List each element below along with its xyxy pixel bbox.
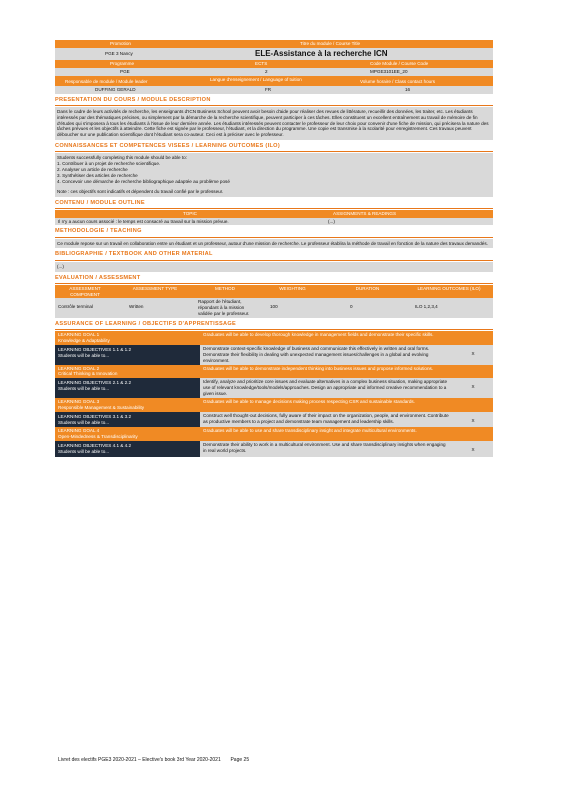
- promotion-label: Promotion: [110, 41, 131, 46]
- footer-text: Livret des electifs PGE3 2020-2021 – Elective's book 3rd Year 2020-2021: [58, 757, 221, 763]
- assignments-column-header: ASSIGNMENTS & READINGS: [333, 210, 397, 216]
- goal-number: LEARNING GOAL 4: [58, 428, 100, 434]
- outcomes-note: Note : ces objectifs sont indicatifs et dépendent du travail confié par le professeur.: [57, 188, 224, 194]
- topic-text: Il n'y a aucun cours associé : le temps est consacré au travail sur la mission prévue.: [58, 218, 229, 224]
- header-row-3: [55, 60, 493, 68]
- outcomes-heading: CONNAISSANCES ET COMPETENCES VISEES / LEARNING OUTCOMES (ILO): [55, 143, 493, 152]
- objectives-text: Demonstrate their ability to work in a multicultural environment. Use and share transdisciplinary insights when engaging in real world projects.: [203, 442, 446, 454]
- programme-value: PGE: [120, 68, 130, 74]
- eval-ilo: ILO 1,2,3,4: [415, 304, 438, 310]
- langue-label: Langue d'enseignement / Language of tuition: [210, 76, 302, 82]
- objectives-number: LEARNING OBJECTIVES 2.1 & 2.2: [58, 380, 132, 386]
- goal-description: Graduates will be able to manage decisions making process respecting CSR and sustainable standards.: [203, 398, 415, 404]
- presentation-heading: PRESENTATION DU COURS / MODULE DESCRIPTION: [55, 97, 493, 106]
- students-text: Students will be able to...: [58, 449, 110, 455]
- evaluation-header-row: [55, 285, 493, 299]
- eval-duration: 0: [350, 304, 353, 310]
- goal-name: Open-Mindedness & Transdisciplinarity: [58, 434, 138, 440]
- objective-mark: X: [471, 384, 475, 390]
- eval-method: Rapport de l'étudiant, répondant à la mission validée par le professeur.: [198, 299, 250, 317]
- eval-col-component: ASSESSMENT COMPONENT: [69, 285, 101, 297]
- module-title-label: Titre du module / Course Title: [300, 41, 361, 46]
- assignments-text: (...): [328, 218, 335, 224]
- header-row-2: [55, 48, 493, 60]
- code-value: MPGE3101EE_20: [370, 68, 408, 74]
- goal-number: LEARNING GOAL 3: [58, 398, 100, 404]
- methodologie-heading: METHODOLOGIE / TEACHING: [55, 228, 493, 237]
- eval-col-type: ASSESSMENT TYPE: [132, 285, 178, 291]
- goal-name: Knowledge & Adaptability: [58, 338, 110, 344]
- eval-weighting: 100: [270, 304, 278, 310]
- eval-col-weighting: WEIGHTING: [279, 285, 306, 291]
- goal-name: Critical Thinking & Innovation: [58, 371, 118, 377]
- contenu-row: [55, 218, 493, 226]
- evaluation-heading: EVALUATION / ASSESSMENT: [55, 275, 493, 284]
- objective-mark: X: [471, 447, 475, 453]
- responsable-value: DUFFING GERALD: [95, 86, 136, 92]
- eval-type: Written: [129, 304, 144, 310]
- volume-value: 16: [405, 86, 411, 92]
- header-row-6: [55, 86, 493, 94]
- objectives-number: LEARNING OBJECTIVES 1.1 & 1.2: [58, 346, 132, 352]
- goal-name: Responsible Management & Sustainability: [58, 404, 145, 410]
- langue-value: FR: [265, 86, 272, 92]
- goal-label: [55, 331, 200, 345]
- students-text: Students will be able to...: [58, 352, 110, 358]
- learning-goal-3: [55, 398, 493, 412]
- programme-label: Programme: [110, 61, 134, 67]
- outcomes-intro: Students successfully completing this module should be able to:: [57, 155, 187, 161]
- objective-mark: X: [471, 417, 475, 423]
- course-sheet: [55, 40, 493, 457]
- objectives-label: [55, 441, 200, 457]
- responsable-label: Responsable de module / Module leader: [65, 78, 148, 84]
- objectives-row-1: [55, 345, 493, 365]
- objectives-number: LEARNING OBJECTIVES 3.1 & 3.2: [58, 413, 132, 419]
- promotion-value: PGE 3 Nancy: [105, 50, 133, 56]
- objectives-number: LEARNING OBJECTIVES 4.1 & 4.2: [58, 443, 132, 449]
- goal-number: LEARNING GOAL 2: [58, 365, 100, 371]
- outcome-item: 2. Analyser un article de recherche: [57, 167, 128, 173]
- students-text: Students will be able to...: [58, 419, 110, 425]
- volume-label: Volume horaire / Class contact hours: [360, 78, 436, 84]
- goal-label: [55, 365, 200, 379]
- objectives-label: [55, 412, 200, 428]
- outcome-item: 3. Synthétiser des articles de recherche: [57, 172, 138, 178]
- contenu-heading: CONTENU / MODULE OUTLINE: [55, 200, 493, 209]
- goal-description: Graduates will be able to use and share transdisciplinary insight and integrate multicultural environments.: [203, 428, 417, 434]
- students-text: Students will be able to...: [58, 386, 110, 392]
- eval-col-duration: DURATION: [355, 285, 380, 291]
- code-label: Code Module / Course Code: [370, 61, 429, 67]
- eval-col-method: METHOD: [215, 285, 235, 291]
- ects-label: ECTS: [255, 61, 268, 67]
- goal-number: LEARNING GOAL 1: [58, 332, 100, 338]
- goal-label: [55, 398, 200, 412]
- objectives-text: Identify, analyze and prioritize core issues and evaluate alternatives in a complex business situation, making appropriate use of relevant knowledge/tools/models/approaches. Design an appropriate and informed creative recommendation to a given issue.: [203, 379, 448, 397]
- outcome-item: 4. Concevoir une démarche de recherche bibliographique adaptée au problème posé: [57, 178, 230, 184]
- page-number: Page 25: [230, 757, 250, 763]
- outcomes-block: [55, 153, 493, 196]
- assurance-heading: ASSURANCE OF LEARNING / OBJECTIFS D'APPRENTISSAGE: [55, 321, 493, 330]
- page-footer: [58, 757, 249, 763]
- objectives-text: Construct well thought-out decisions, fully aware of their impact on the organization, people, and environment. Contribute as productive members to a project and demonstrate team management and leadership skills.: [203, 412, 449, 424]
- objectives-text: Demonstrate context-specific knowledge of business and communicate this effectively in written and oral forms. Demonstrate their flexibility in dealing with unexpected management issues/challenges in a global and evolving environment.: [203, 345, 430, 363]
- bibliographie-heading: BIBLIOGRAPHIE / TEXTBOOK AND OTHER MATERIAL: [55, 251, 493, 260]
- eval-col-ilo: LEARNING OUTCOMES (ILO): [417, 285, 481, 291]
- module-title: ELE-Assistance à la recherche ICN: [255, 48, 388, 58]
- methodologie-body: Ce module repose sur un travail en collaboration entre un étudiant et un professeur, autour d'une mission de recherche. Le professeur établira la méthode de travail en fonction de la nature des travaux demandés.: [55, 239, 493, 249]
- objectives-label: [55, 345, 200, 365]
- learning-goal-4: [55, 427, 493, 441]
- objectives-row-4: [55, 441, 493, 457]
- contenu-header-row: [55, 210, 493, 218]
- goal-description: Graduates will be able to develop thorough knowledge in management fields and demonstrate their specific skills.: [203, 332, 434, 338]
- header-row-4: [55, 68, 493, 76]
- objectives-row-3: [55, 412, 493, 428]
- objective-mark: X: [471, 350, 475, 356]
- topic-column-header: TOPIC: [183, 210, 197, 216]
- goal-label: [55, 427, 200, 441]
- goal-description: Graduates will be able to demonstrate independent thinking into business issues and propose informed solutions.: [203, 365, 434, 371]
- header-row-5: [55, 76, 493, 86]
- evaluation-row: [55, 298, 493, 318]
- learning-goal-2: [55, 365, 493, 379]
- outcome-item: 1. Contribuer à un projet de recherche scientifique.: [57, 161, 161, 167]
- presentation-body: Dans le cadre de leurs activités de recherche, les enseignants d'ICN Business School peuvent avoir besoin d'aide pour réaliser des revues de littérature, recueillir des données, les traiter, etc. Les étudiants intéressés par des thématiques précises, ou simplement par la démarche de la recherche scientifique, peuvent participer à ces tâches. Elles constituent un excellent entraînement au travail de mémoire de fin d'études qui s'imposera à tous les étudiants à l'issue de leur dernière année. Les étudiants intéressés peuvent contacter le professeur de leur choix pour convenir d'une fiche de mission, qui précisera la nature des tâches prévues et les objectifs à atteindre. Cette fiche est signée par le professeur, l'étudiant, et la direction du programme. Une copie est transmise à la scolarité pour enregistrement. Ces travaux peuvent déboucher sur une publication scientifique dont l'étudiant sera co-auteur. Ceci est à préciser avec le professeur.: [55, 107, 493, 140]
- ects-value: 2: [265, 68, 268, 74]
- eval-component: Contrôle terminal: [58, 304, 93, 310]
- header-row-1: [55, 40, 493, 48]
- objectives-label: [55, 378, 200, 398]
- bibliographie-body: (...): [55, 262, 493, 272]
- learning-goal-1: [55, 331, 493, 345]
- objectives-row-2: [55, 378, 493, 398]
